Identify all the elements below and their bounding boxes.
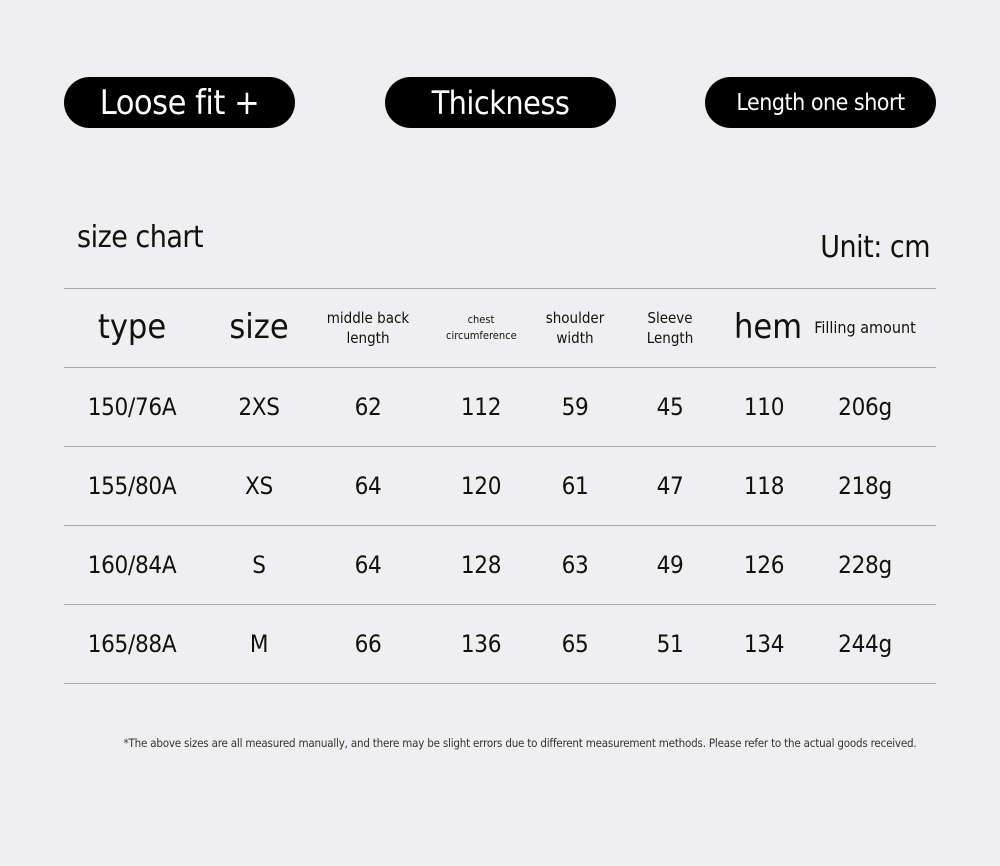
header-sleeve-length-text: Sleeve Length: [646, 308, 694, 347]
header-sleeve-length: [606, 289, 734, 368]
header-hem: hem: [734, 289, 794, 368]
badge-label: Length one short: [736, 89, 905, 116]
table-row: [64, 526, 936, 605]
header-row: [64, 289, 936, 368]
badge-label: Loose fit +: [99, 82, 260, 123]
measurement-footnote: *The above sizes are all measured manually, and there may be slight errors due to different measurement methods. Please refer to the actual goods received.: [123, 736, 917, 750]
cell-middle-back-length: 64: [318, 526, 418, 605]
cell-sleeve: 47: [606, 447, 734, 526]
header-filling-amount: Filling amount: [794, 289, 936, 368]
size-chart-title: size chart: [77, 220, 204, 255]
cell-shoulder: 59: [544, 368, 606, 447]
cell-type: 155/80A: [64, 447, 200, 526]
size-table: [64, 288, 936, 684]
cell-size: M: [200, 605, 318, 684]
cell-type: 165/88A: [64, 605, 200, 684]
cell-size: 2XS: [200, 368, 318, 447]
cell-shoulder: 63: [544, 526, 606, 605]
cell-filling: 218g: [794, 447, 936, 526]
table-row: [64, 447, 936, 526]
cell-sleeve: 51: [606, 605, 734, 684]
header-size: size: [200, 289, 318, 368]
cell-type: 150/76A: [64, 368, 200, 447]
header-shoulder-width: [544, 289, 606, 368]
cell-filling: 228g: [794, 526, 936, 605]
cell-hem: 134: [734, 605, 794, 684]
table-row: [64, 605, 936, 684]
cell-middle-back-length: 66: [318, 605, 418, 684]
cell-sleeve: 45: [606, 368, 734, 447]
badge-loose-fit: [64, 77, 295, 128]
cell-filling: 206g: [794, 368, 936, 447]
cell-chest: 120: [418, 447, 544, 526]
badge-length: [705, 77, 936, 128]
cell-sleeve: 49: [606, 526, 734, 605]
cell-shoulder: 61: [544, 447, 606, 526]
cell-type: 160/84A: [64, 526, 200, 605]
badge-thickness: [385, 77, 616, 128]
cell-hem: 118: [734, 447, 794, 526]
cell-middle-back-length: 62: [318, 368, 418, 447]
badge-label: Thickness: [431, 83, 570, 122]
cell-hem: 110: [734, 368, 794, 447]
cell-size: XS: [200, 447, 318, 526]
header-middle-back-length-text: middle back length: [326, 308, 410, 347]
header-shoulder-width-text: shoulder width: [545, 308, 605, 347]
cell-size: S: [200, 526, 318, 605]
header-chest-circumference-text: chest circumference: [446, 312, 517, 342]
table-row: [64, 368, 936, 447]
cell-chest: 136: [418, 605, 544, 684]
cell-shoulder: 65: [544, 605, 606, 684]
cell-middle-back-length: 64: [318, 447, 418, 526]
cell-chest: 128: [418, 526, 544, 605]
header-middle-back-length: [318, 289, 418, 368]
unit-label: Unit: cm: [820, 230, 930, 265]
cell-chest: 112: [418, 368, 544, 447]
cell-hem: 126: [734, 526, 794, 605]
header-chest-circumference: [418, 289, 544, 368]
cell-filling: 244g: [794, 605, 936, 684]
header-type: type: [64, 289, 200, 368]
